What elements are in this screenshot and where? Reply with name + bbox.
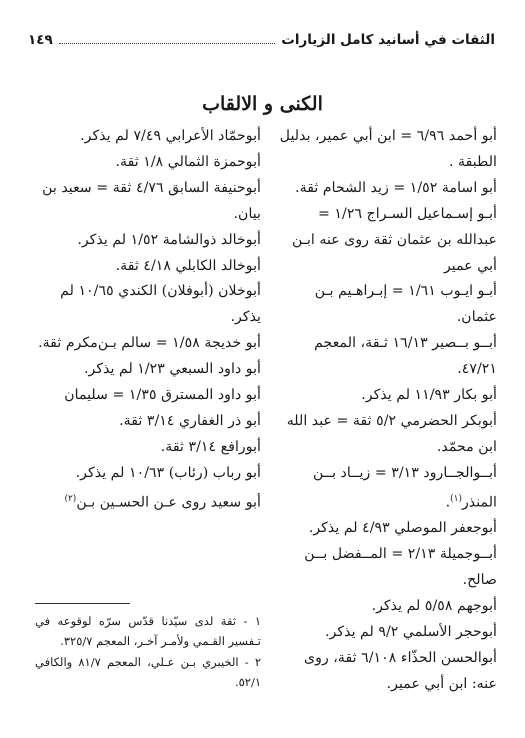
entry: أبوجهم ٥/٥٨ لم يذكر. xyxy=(371,598,497,615)
entry: أبوحنيفة السابق ٤/٧٦ ثقة = سعيد بن بيان. xyxy=(42,179,261,222)
running-header xyxy=(28,26,495,48)
entry: أبــو بــصير ١٦/١٣ ثـقة، المعجم ٤٧/٢١. xyxy=(314,335,497,378)
entry: أبوجعفر الموصلي ٤/٩٣ لم يذكر. xyxy=(308,520,497,537)
section-title: الكنى و الالقاب xyxy=(202,93,323,115)
entry: أبو ذر الغفاري ٣/١٤ ثقة. xyxy=(119,412,261,429)
footnote-marker: (٢) xyxy=(64,493,77,504)
footnotes xyxy=(35,612,261,694)
running-title: الثقات في أسانيد كامل الزيارات xyxy=(281,32,495,48)
entry: أبــوالجــارود ٣/١٣ = زيــاد بــن المنذر$^{(١)}$. xyxy=(312,464,497,511)
entry: أبوحمزة الثمالي ١/٨ ثقة. xyxy=(115,153,261,170)
entry: أبـو إسـماعيل السـراج ١/٢٦ = عبدالله بن عثمان ثقة روى عنه ابـن أبي عمير xyxy=(292,205,497,274)
entry: أبوخلان (أبوفلان) الكندي ١٠/٦٥ لم يذكر. xyxy=(60,283,261,326)
entry xyxy=(35,487,261,517)
left-column xyxy=(35,124,261,516)
entry: أبو رباب (رئاب) ١٠/٦٣ لم يذكر. xyxy=(75,464,261,481)
right-column xyxy=(275,124,497,698)
entry: أبوخالد ذوالشامة ١/٥٢ لم يذكر. xyxy=(77,231,261,248)
entry: أبوبكر الحضرمي ٥/٢ ثقة = عبد الله ابن محمّد. xyxy=(286,412,497,455)
footnote: ٢ - الخيبري بـن عـلي، المعجم ٨١/٧ والكافي ٥٢/١. xyxy=(35,655,261,689)
entry: أبو خديجة ١/٥٨ = سالم بـن‌مكرم ثقة. xyxy=(38,335,261,352)
entry: أبو بكار ١١/٩٣ لم يذكر. xyxy=(361,387,497,404)
entry: أبوحجر الأسلمي ٩/٢ لم يذكر. xyxy=(325,623,497,640)
entry: أبو اسامة ١/٥٢ = زيد الشحام ثقة. xyxy=(295,179,497,196)
entry: أبوحمّاد الأعرابي ٧/٤٩ لم يذكر. xyxy=(80,128,261,144)
entry: أبوخالد الكابلي ٤/١٨ ثقة. xyxy=(115,257,261,274)
footnote-separator xyxy=(35,603,130,604)
page-number: ١٤٩ xyxy=(28,32,53,48)
entry-text: أبــوالجــارود ٣/١٣ = زيــاد بــن المنذر xyxy=(312,464,497,511)
entry: أبو داود السبعي ١/٢٣ لم يذكر. xyxy=(84,361,261,378)
entry: أبو أحمد ٦/٩٦ = ابن أبي عمير، بدليل الطبقة . xyxy=(279,128,497,170)
entry: أبـو ايـوب ١/٦١ = إبـراهـيم بـن عثمان. xyxy=(314,283,497,326)
entry-text: أبو سعيد روى عـن الحسـين بـن xyxy=(76,494,261,511)
entry: أبــوجميلة ٢/١٣ = المــفضل بــن صالح. xyxy=(304,546,497,589)
entry: أبورافع ٣/١٤ ثقة. xyxy=(160,438,261,455)
footnote: ١ - ثقة لدى سيّدنا قدّس سرّه لوقوعه في تـفسير القـمي ولأمـر آخـر، المعجم ٣٢٥/٧. xyxy=(35,614,261,648)
footnote-marker: (١) xyxy=(450,493,462,504)
entry: أبو داود المسترق ١/٣٥ = سليمان xyxy=(64,387,261,404)
entry: أبوالحسن الحذّاء ٦/١٠٨ ثقة، روى عنه: ابن أبي عمير. xyxy=(303,649,497,692)
dot-leader xyxy=(59,43,276,44)
